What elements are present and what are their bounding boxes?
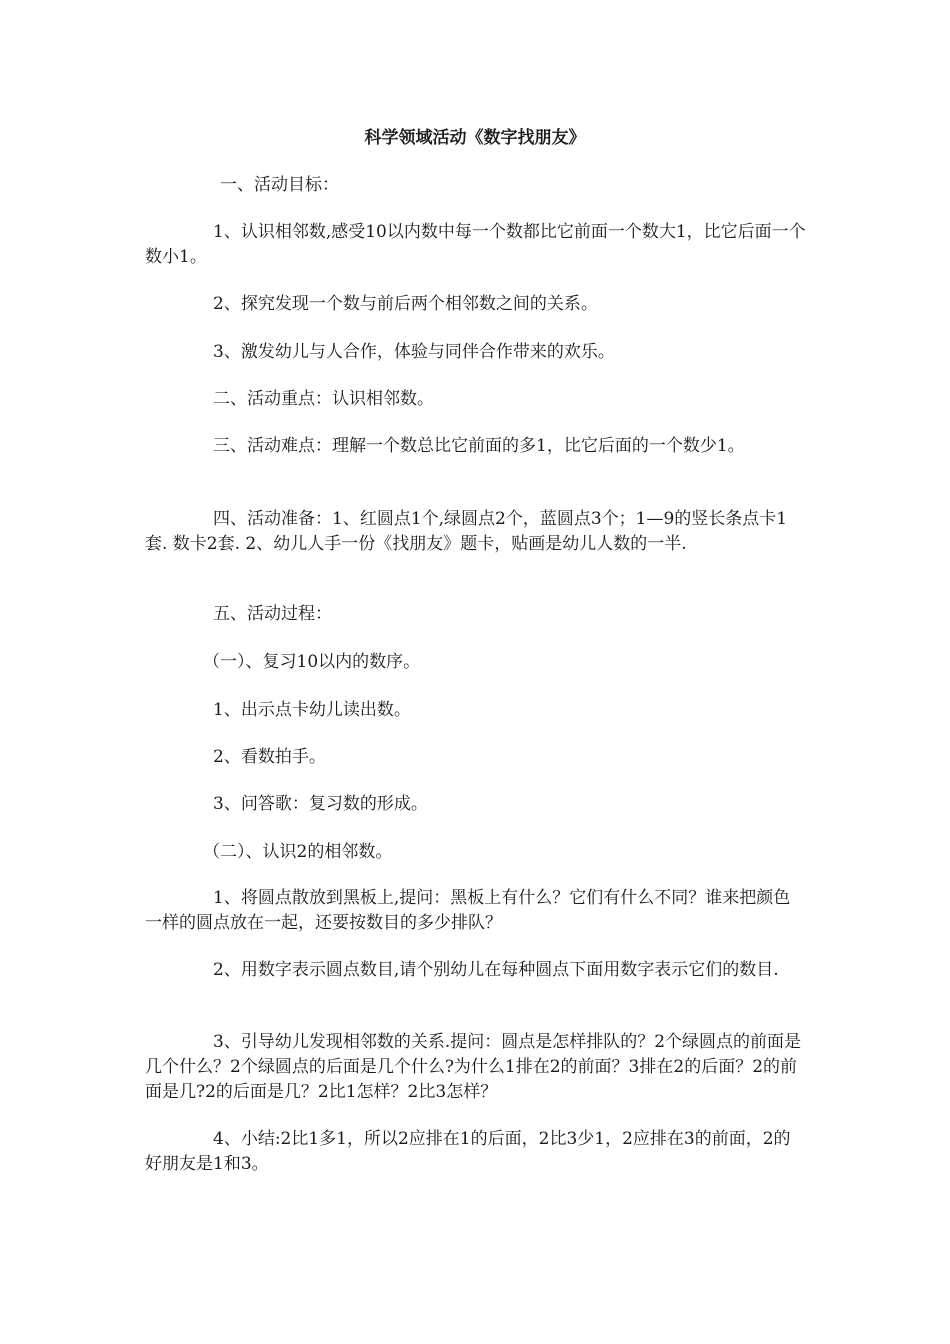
section-heading-focus: 二、活动重点：认识相邻数。 bbox=[213, 389, 434, 409]
paragraph: 2、探究发现一个数与前后两个相邻数之间的关系。 bbox=[213, 294, 598, 314]
section-heading-preparation: 四、活动准备：1、红圆点1个,绿圆点2个，蓝圆点3个；1—9的竖长条点卡1套. 数卡2套. 2、幼儿人手一份《找朋友》题卡，贴画是幼儿人数的一半. bbox=[145, 509, 788, 554]
paragraph: 3、引导幼儿发现相邻数的关系.提问：圆点是怎样排队的？2个绿圆点的前面是几个什么？2个绿圆点的后面是几个什么?为什么1排在2的前面？3排在2的后面？2的前面是几?2的后面是几？2比1怎样？2比3怎样？ bbox=[145, 1032, 802, 1102]
section-heading-difficulty: 三、活动难点：理解一个数总比它前面的多1，比它后面的一个数少1。 bbox=[213, 436, 745, 456]
subsection-heading-1: （一）、复习10以内的数序。 bbox=[203, 652, 421, 672]
paragraph: 3、问答歌：复习数的形成。 bbox=[213, 794, 428, 814]
paragraph: 1、将圆点散放到黑板上,提问：黑板上有什么？它们有什么不同？谁来把颜色一样的圆点放在一起，还要按数目的多少排队？ bbox=[145, 888, 791, 933]
paragraph: 2、看数拍手。 bbox=[213, 747, 326, 767]
paragraph: 4、小结:2比1多1，所以2应排在1的后面，2比3少1，2应排在3的前面，2的好朋友是1和3。 bbox=[145, 1129, 791, 1174]
paragraph: 2、用数字表示圆点数目,请个别幼儿在每种圆点下面用数字表示它们的数目. bbox=[213, 960, 779, 980]
document-title: 科学领域活动《数字找朋友》 bbox=[364, 128, 586, 148]
paragraph: 3、激发幼儿与人合作，体验与同伴合作带来的欢乐。 bbox=[213, 342, 615, 362]
paragraph: 1、认识相邻数,感受10以内数中每一个数都比它前面一个数大1，比它后面一个数小1。 bbox=[145, 222, 806, 267]
section-heading-process: 五、活动过程： bbox=[213, 604, 332, 624]
paragraph: 1、出示点卡幼儿读出数。 bbox=[213, 700, 411, 720]
subsection-heading-2: （二）、认识2的相邻数。 bbox=[203, 842, 393, 862]
section-heading-goals: 一、活动目标： bbox=[220, 175, 339, 195]
